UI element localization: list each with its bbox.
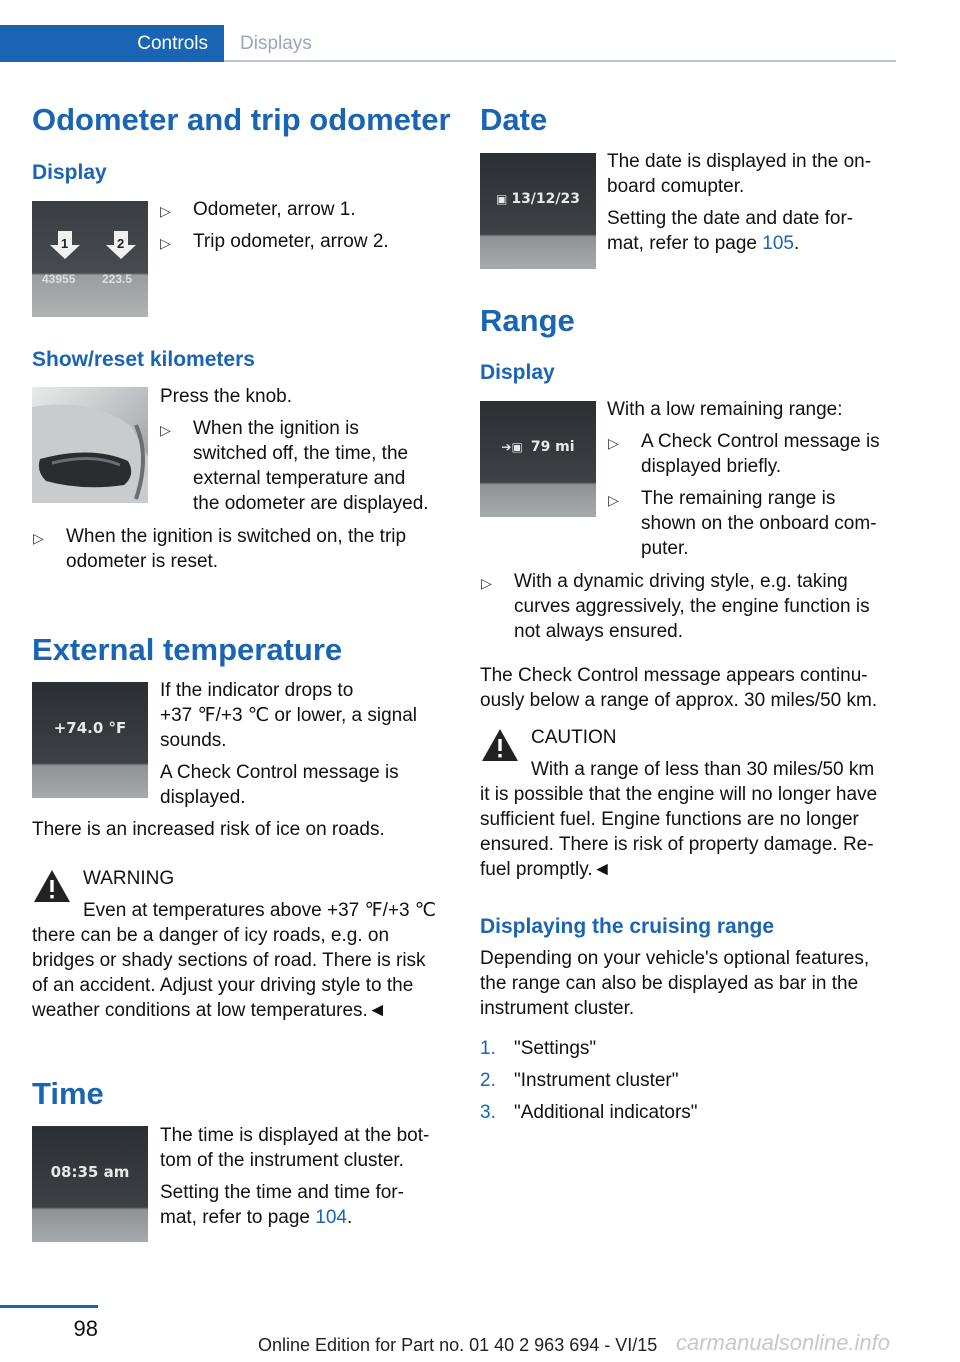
step-text-2: "Instrument cluster" (514, 1070, 679, 1091)
odometer-title: Odometer and trip odometer (32, 102, 451, 137)
caution-icon (480, 727, 520, 763)
time-page-link[interactable]: 104 (315, 1207, 347, 1228)
bullet-icon: ▷ (160, 203, 171, 219)
step-number-1: 1. (480, 1038, 496, 1059)
trip-value: 223.5 (102, 272, 133, 286)
external-temp-readout: +74.0 °F (53, 719, 127, 737)
reset-press-text: Press the knob. (160, 386, 293, 407)
reset-heading: Show/reset kilometers (32, 348, 255, 371)
range-title: Range (480, 303, 575, 338)
fuel-pump-icon: ➔▣ (501, 440, 523, 454)
odometer-bullet-1: Odometer, arrow 1. (193, 199, 356, 220)
odometer-image (32, 201, 148, 317)
external-temp-title: External temperature (32, 632, 343, 667)
date-image (480, 153, 596, 269)
odometer-display-heading: Display (32, 161, 107, 184)
knob-icon (32, 387, 148, 503)
range-paragraph: The Check Control message appears continu- ously below a range of approx. 30 miles/50 km. (480, 665, 878, 711)
time-text: The time is displayed at the bot- tom of the instrument cluster. (160, 1125, 430, 1171)
step-number-3: 3. (480, 1102, 496, 1123)
step-number-2: 2. (480, 1070, 496, 1091)
date-title: Date (480, 102, 548, 137)
bullet-icon: ▷ (160, 422, 171, 438)
range-image (480, 401, 596, 517)
time-setting-text: Setting the time and time for- mat, refer to page 104. (160, 1182, 404, 1228)
range-readout: ➔▣ 79 mi (501, 439, 575, 455)
bullet-icon: ▷ (481, 575, 492, 591)
range-intro: With a low remaining range: (607, 399, 843, 420)
page-number: 98 (73, 1316, 98, 1341)
range-bullet-1: A Check Control message is displayed briefly. (641, 431, 880, 477)
range-bullet-3: With a dynamic driving style, e.g. taking curves aggressively, the engine function is not always ensured. (514, 571, 870, 642)
bullet-icon: ▷ (160, 235, 171, 251)
date-setting-text: Setting the date and date for- mat, refer to page 105. (607, 208, 854, 254)
time-image (32, 1126, 148, 1242)
step-text-3: "Additional indicators" (514, 1102, 698, 1123)
edition-text: Online Edition for Part no. 01 40 2 963 694 - VI/15 (258, 1335, 658, 1355)
watermark: carmanualsonline.info (676, 1330, 891, 1355)
bullet-icon: ▷ (33, 530, 44, 546)
time-title: Time (32, 1076, 104, 1111)
warning-text: there can be a danger of icy roads, e.g. on bridges or shady sections of road. There is risk of an accident. Adjust your driving style to the weather conditions at low temperatures.◄ (32, 925, 426, 1021)
external-temp-text: If the indicator drops to +37 ℉/+3 ℃ or lower, a signal sounds. (160, 680, 418, 751)
date-readout: ▣ 13/12/23 (495, 191, 581, 207)
cruising-heading: Displaying the cruising range (480, 915, 775, 938)
warning-line-1: Even at temperatures above +37 ℉/+3 ℃ (83, 900, 437, 921)
date-page-link[interactable]: 105 (762, 233, 794, 254)
knob-image (32, 387, 148, 503)
caution-line-1: With a range of less than 30 miles/50 km (531, 759, 875, 780)
warning-icon (32, 868, 72, 904)
arrow-2-label: 2 (117, 236, 125, 251)
external-temp-image (32, 682, 148, 798)
time-readout: 08:35 am (50, 1163, 130, 1181)
odometer-value: 43955 (42, 272, 76, 286)
calendar-icon: ▣ (495, 192, 508, 206)
step-text-1: "Settings" (514, 1038, 597, 1059)
tab-displays[interactable]: Displays (224, 25, 896, 62)
range-bullet-2: The remaining range is shown on the onboard com- puter. (641, 488, 877, 559)
odometer-arrows-icon (32, 201, 148, 317)
arrow-1-label: 1 (61, 236, 69, 251)
external-temp-message: A Check Control message is displayed. (160, 762, 399, 808)
date-text: The date is displayed in the on- board comupter. (607, 151, 872, 197)
reset-bullet-2: When the ignition is switched on, the trip odometer is reset. (66, 526, 407, 572)
caution-text: it is possible that the engine will no longer have sufficient fuel. Engine functions are no longer ensured. There is risk of property damage. Re- fuel promptly.◄ (480, 784, 878, 880)
ice-risk-text: There is an increased risk of ice on roads. (32, 819, 385, 840)
caution-label: CAUTION (531, 727, 617, 748)
bullet-icon: ▷ (608, 435, 619, 451)
odometer-bullet-2: Trip odometer, arrow 2. (193, 231, 389, 252)
tab-controls[interactable]: Controls (0, 25, 224, 62)
footer-rule (0, 1305, 98, 1308)
reset-bullet-1: When the ignition is switched off, the time, the external temperature and the odometer are displayed. (193, 418, 429, 514)
warning-label: WARNING (83, 868, 175, 889)
bullet-icon: ▷ (608, 492, 619, 508)
range-display-heading: Display (480, 361, 555, 384)
cruising-text: Depending on your vehicle's optional features, the range can also be displayed as bar in the instrument cluster. (480, 948, 870, 1019)
